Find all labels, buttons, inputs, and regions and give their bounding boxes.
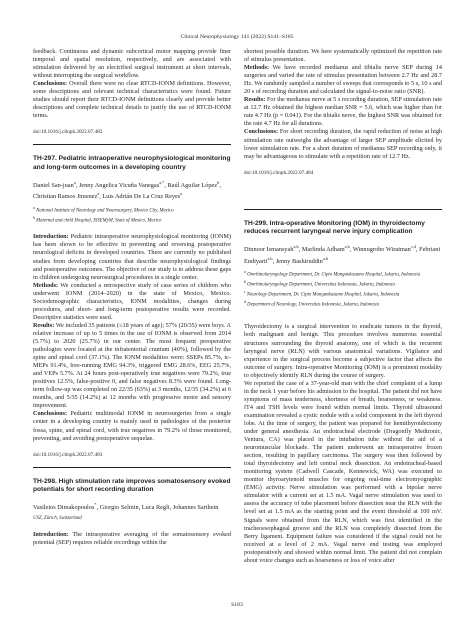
abstract-th298	[33, 478, 231, 547]
author-name: Jenny Bashiruddin	[275, 257, 323, 265]
author-sep: ,	[96, 504, 100, 512]
abstract-title: TH-299. Intra-operative Monitoring (IOM) in thyroidectomy reduces recurrent laryngeal nerve injury complication	[244, 219, 425, 235]
author-sep: ,	[75, 182, 79, 190]
author-sup: a,b	[322, 255, 328, 261]
section-label: Introduction:	[33, 233, 69, 241]
author-sep: ,	[349, 246, 353, 254]
author-sep: ,	[169, 504, 173, 512]
affiliation	[33, 205, 231, 215]
abstract-title: TH-298. High stimulation rate improves somatosensory evoked potentials for short recording duration	[33, 477, 231, 493]
affiliation: USZ, Zürich, Switzerland	[33, 515, 82, 521]
author-sup: a	[97, 191, 100, 197]
affiliation-list	[244, 269, 442, 309]
author-sep: ,	[99, 193, 103, 201]
author-sup: *	[94, 502, 97, 508]
section-text: For short recording duration, the rapid reduction of noise at high stimulation rate outweighs the advantage of larger SEP amplitude elicited by lower stimulation rate. For a short duration of medianus SEP recording only, it may be advantageous to stimulate with a repetition rate of 12.7 Hz.	[244, 128, 443, 160]
affiliation-sup: a	[244, 269, 246, 274]
affiliation-text: National Institute of Neurology and Neurosurgery, Mexico City, Mexico	[36, 208, 174, 214]
author-sup: b	[217, 180, 220, 186]
abstract-divider	[33, 467, 231, 468]
section-label: Methods:	[244, 64, 270, 72]
abstract-th297	[33, 155, 231, 458]
affiliation-text: Neurology Department, Dr. Cipto Mangunkusumo Hospital, Jakarta, Indonesia	[246, 292, 400, 298]
abstract-title: TH-297. Pediatric intraoperative neurophysiological monitoring and long-term outcomes in a developing country	[33, 155, 231, 171]
section-label: Results:	[33, 321, 55, 329]
left-column	[33, 48, 231, 547]
previous-abstract-conclusions	[33, 80, 231, 120]
continued-text: shortest possible duration. We here systematically optimized the repetition rate of stimulus presentation.	[244, 48, 442, 64]
affiliation-text: Maternal and child Hospital, ISSEMyM, State of Mexico, Mexico	[36, 218, 162, 224]
section-label: Conclusions:	[33, 80, 68, 88]
author-sep: ,	[219, 182, 221, 190]
section-text: We included 35 patients (≤18 years of age); 57% (20/35) were boys. A relative increase of up to 5 times in the use of IONM is observed from 2014 (5.7%) to 2020 (25.7%) in our center. The most frequent preoperative pathologies were located at the infratentorial cranium (40%), followed by the spine and spinal cord (37.1%). The IONM modalities were: SSEPs 85.7%, tc-MEPs 91.4%, free-running EMG 94.3%, triggered EMG 28.6%, EEG 25.7%, and VEPs 5.7%. At 24 hours post-operatively true negatives were 79.2%, true positives 12.5%, false-positive 0, and false negatives 8.3% were found. Long-term follow-up was completed on 22/35 (63%) at 3 months, 12/35 (34.2%) at 6 months, and 5/35 (14.2%) at 12 months with progressive motor and sensory improvement.	[33, 321, 231, 410]
author-sep: ,	[272, 257, 276, 265]
author-sup: a,b	[344, 244, 350, 250]
column-gap	[244, 177, 442, 201]
section-text: We have recorded medianus and tibialis nerve SEP during 14 surgeries and varied the rate of stimulus presentation between 2.7 Hz and 28.7 Hz. We randomly sampled a number of sweeps that corresponds to 5 s, 10 s and 20 s of recording duration and calculated the signal-to-noise ratio (SNR).	[244, 64, 442, 96]
author-sep: ,	[298, 246, 302, 254]
previous-abstract-text: feedback. Continuous and dynamic subcortical motor mapping provide finer temporal and spatial resolution, respectively, and are associated with stimulation delivered by an electrified surgical instrument at short intervals, without interrupting the surgical workflow.	[33, 48, 231, 80]
affiliation-text: Otorhinolaryngology Department, Universitas Indonesia, Jakarta, Indonesia	[247, 282, 395, 288]
running-head: Clinical Neurophysiology 141 (2022) S141–S185	[180, 34, 294, 40]
author-name: Jenny Angelica Vicuña Vanegas	[78, 182, 160, 190]
author-name: Luca Regli	[141, 504, 170, 512]
right-column	[244, 48, 442, 565]
methods-paragraph	[244, 64, 442, 96]
section-label: Conclusions:	[33, 410, 68, 418]
affiliation-sup: a	[33, 205, 35, 210]
section-label: Conclusions:	[244, 128, 279, 136]
author-sep: ,	[164, 182, 168, 190]
affiliation-list	[33, 516, 231, 522]
author-name: Marlinda Adham	[301, 246, 345, 254]
introduction-paragraph	[33, 531, 231, 547]
author-name: Raúl Aguilar López	[167, 182, 218, 190]
author-name: Vasileios Dimakopoulos	[33, 504, 95, 512]
author-sep: ,	[415, 246, 420, 254]
author-sep: ,	[138, 504, 142, 512]
author-sup: a	[73, 180, 76, 186]
author-sup: a,*	[159, 180, 165, 186]
section-text: Pediatric multimodal IONM in neurosurgeries from a single center in a developing country is mainly used in pathologies of the posterior fossa, spine, and spinal cord, with true negatives in 79.2% of those monitored, preventing, and avoiding postoperative sequelae.	[33, 410, 231, 442]
author-name: Febriani Endiyarti	[244, 246, 441, 265]
body-paragraph: Thyroidectomy is a surgical intervention to eradicate tumors in the thyroid, both malignant and benign. This procedure involves numerous essential structures surrounding the thyroid anatomy, one of which is the recurrent laryngeal nerve (RLN) with various anatomical variations. Vigilance and experience in the surgical process become a subjective factor that affects the outcome of surgery. Intra-operative Monitoring (IOM) is a prominent modality to objectively identify RLN during the course of surgery.	[244, 323, 442, 379]
author-name: Luis Adrián De La Cruz Reyes	[102, 193, 181, 201]
author-name: Giorgio Selmin	[99, 504, 139, 512]
introduction-paragraph	[33, 233, 231, 281]
author-sup: a,b	[267, 255, 273, 261]
page-number: S183	[231, 602, 243, 608]
author-sup: c,d	[410, 244, 416, 250]
affiliation	[244, 269, 442, 279]
affiliation-sup: b	[244, 279, 246, 284]
methods-paragraph	[33, 282, 231, 322]
conclusions-paragraph	[244, 128, 442, 160]
section-label: Introduction:	[33, 530, 69, 538]
doi-link[interactable]: doi:10.1016/j.clinph.2022.07.482	[33, 129, 103, 136]
author-name: Christian Ramos Jimenez	[33, 193, 98, 201]
author-name: Dinnoor Ismansyah	[244, 246, 294, 254]
abstract-divider	[244, 209, 442, 210]
author-list	[33, 179, 231, 202]
section-text: We conducted a retrospective study of case series of children who underwent IONM (2014–2020) in the state of Mexico, Mexico. Sociodemographic characteristics, IONM modalities, changes during procedures, and short- and long-term postoperative results were recorded. Descriptive statistics were used.	[33, 281, 231, 321]
body-paragraph: We reported the case of a 37-year-old man with the chief complaint of a lump in the neck 1 year before his admission to the hospital. The patient did not have symptoms of mass tenderness, shortness of breath, hoarseness, or weakness. fT4 and TSH levels were found within normal limits. Thyroid ultrasound examination revealed a cystic nodule with a solid component in the left thyroid lobe. At the time of surgery, the patient was prepared for hemithyroidectomy under general anesthesia. An endotracheal electrode (Dragonfly Medtronic, Ventura, CA) was placed in the intubation tube without the aid of a neuromuscular blockade. The patient underwent an intraoperative frozen section, resulting in papillary carcinoma. The surgery was then followed by total thyroidectomy and left central neck dissection. An endotracheal-based monitoring system (Cadwell Cascade, Kennewick, WA) was executed to monitor thyroarytenoid muscles for ongoing real-time electromyographic (EMG) activity. Nerve stimulation was performed with a bipolar nerve stimulator with a current set at 1.5 mA. Vagal nerve stimulation was used to assess the accuracy of tube placement before dissection near the RLN with the level set at 1.5 mA as the starting point and the event threshold at 100 mV. Signals were obtained from the RLN, which was first identified in the tracheoesophageal groove and the RLN was completely dissected from the Berry ligament. Equipment failure was considered if the signal could not be received at a level of 2 mA. Vagal nerve end testing was employed postoperatively and showed within normal limit. The patient did not complain about voice changes such as hoarseness or loss of voice after	[244, 379, 442, 564]
affiliation	[244, 299, 442, 309]
affiliation-list	[33, 205, 231, 225]
abstract-th299	[244, 220, 442, 565]
affiliation	[33, 215, 231, 225]
section-label: Methods:	[33, 281, 59, 289]
abstract-th298-continued	[244, 48, 442, 177]
section-text: Pediatric intraoperative neurophysiological monitoring (IONM) has been shown to be effective in preventing and reversing postoperative neurological deficits in developed countries. There are currently no published studies from developing countries that describe neurophysiological findings and postoperative outcomes. The objective of our study is to address these gaps in children undergoing neurosurgical procedures in a single center.	[33, 233, 231, 281]
affiliation-sup: b	[33, 215, 35, 220]
affiliation-sup: d	[244, 299, 246, 304]
author-sup: a	[180, 191, 183, 197]
section-text: Overall there were no clear RTCD-IONM definitions. However, some descriptions and relevant technical characteristics were found. Future studies should report their RTCD-IONM definitions clearly and provide better descriptions and complete technical details to justify the use of RTCD-IONM terms.	[33, 80, 231, 120]
affiliation-text: Department of Neurology, Universitas Indonesia, Jakarta, Indonesia	[247, 302, 379, 308]
doi-link[interactable]: doi:10.1016/j.clinph.2022.07.484	[244, 169, 314, 176]
author-name: Johannes Sarthein	[172, 504, 219, 512]
section-text: The intraoperative averaging of the somatosensory evoked potential (SEP) requires reliable recordings within the	[33, 530, 232, 546]
affiliation-text: Otorhinolaryngology Department, Dr. Cipto Mangunkusumo Hospital, Jakarta, Indonesia	[247, 272, 421, 278]
author-list	[33, 501, 231, 512]
abstract-divider	[33, 144, 231, 145]
author-name: Daniel San-juan	[33, 182, 74, 190]
section-text: For the medianus nerve at 5 s recording duration, SEP stimulation rate at 12.7 Hz obtained the highest median SNR = 5.6, which was higher than for rate 4.7 Hz (p = 0.041). For the tibialis nerve, the highest SNR was obtained for the rate 4.7 Hz for all durations.	[244, 96, 442, 128]
author-list	[244, 243, 442, 266]
conclusions-paragraph	[33, 410, 231, 442]
doi-link[interactable]: doi:10.1016/j.clinph.2022.07.483	[33, 451, 103, 458]
section-label: Results:	[244, 96, 266, 104]
affiliation-sup: c	[244, 289, 246, 294]
affiliation	[244, 279, 442, 289]
author-sup: a,b	[293, 244, 299, 250]
affiliation	[244, 289, 442, 299]
results-paragraph	[244, 96, 442, 128]
results-paragraph	[33, 322, 231, 411]
previous-abstract-tail	[33, 48, 231, 136]
author-name: Winnugroho Wiratman	[352, 246, 411, 254]
